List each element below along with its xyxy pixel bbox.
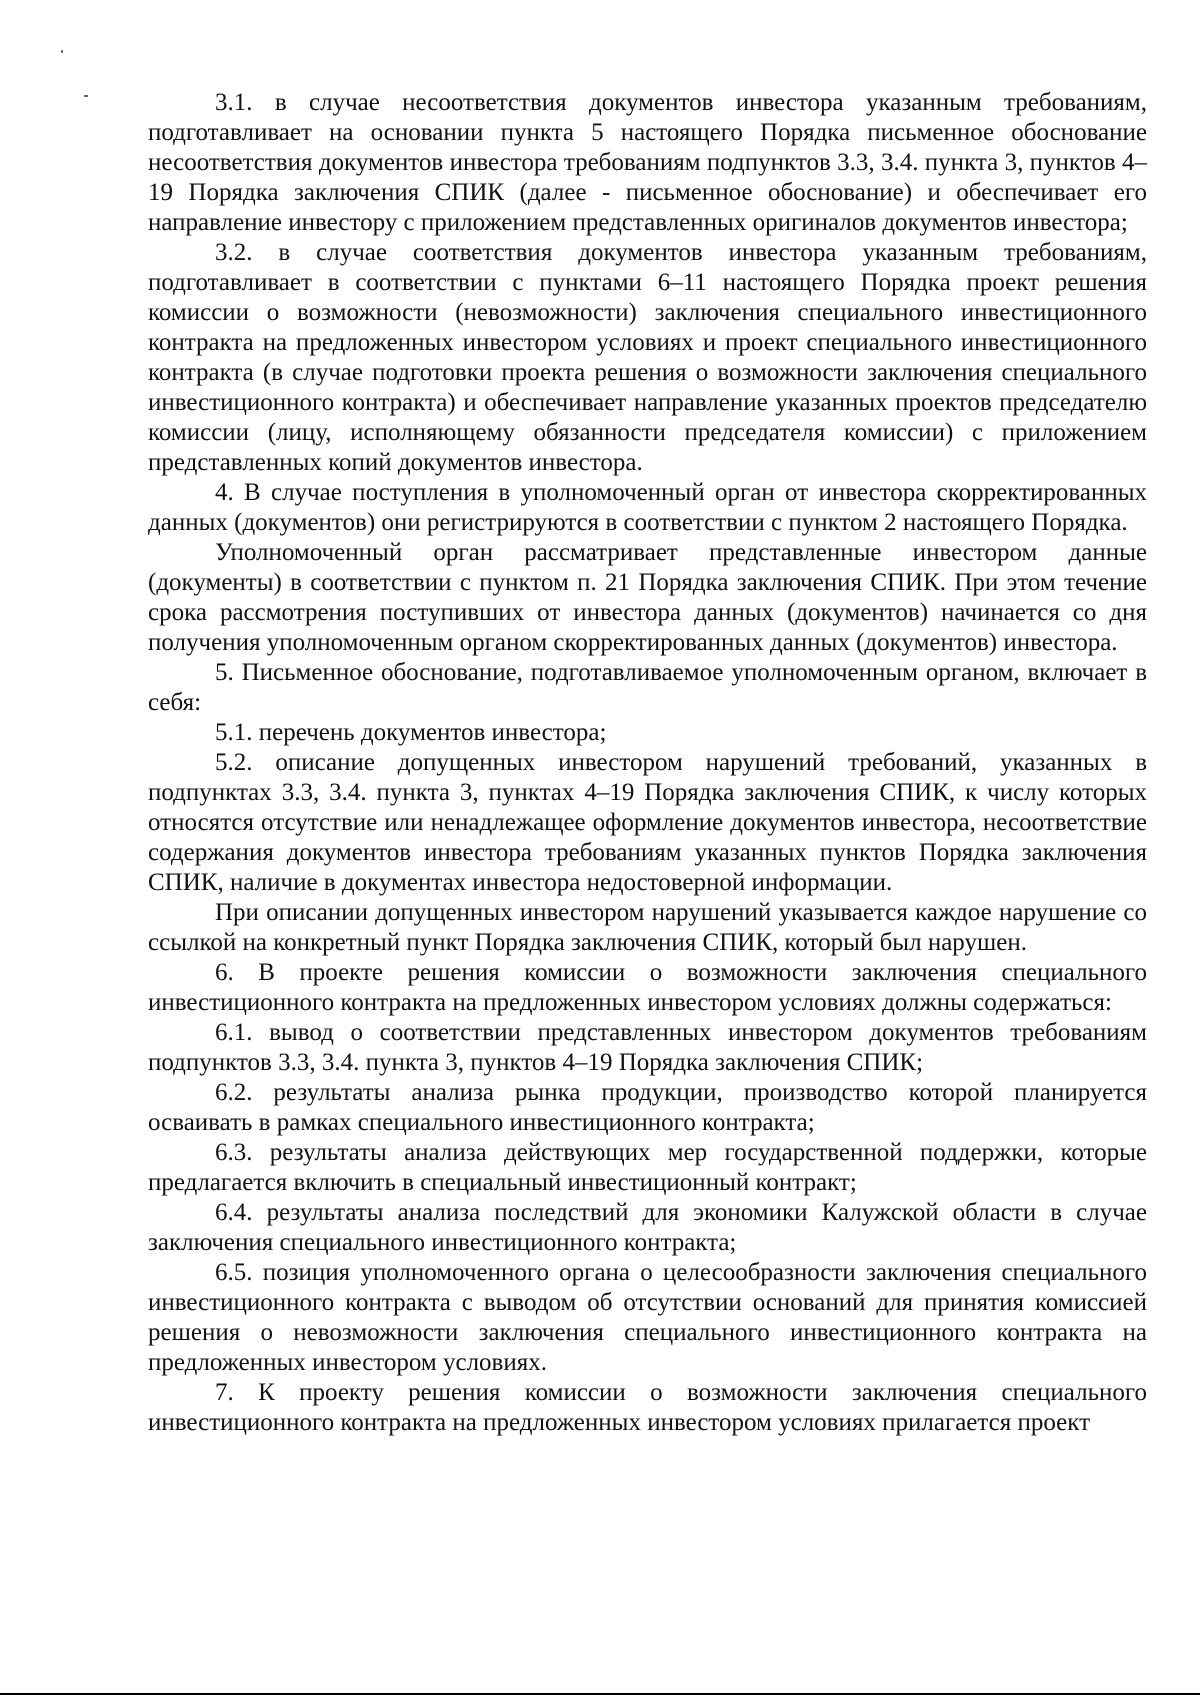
paragraph-6-5: 6.5. позиция уполномоченного органа о целесообразности заключения специального инвестиционного контракта с выводом об отсутствии оснований для принятия комиссией решения о невозможности заключения специального инвестиционного контракта на предложенных инвестором условиях.: [148, 1259, 1147, 1376]
paragraph-6: 6. В проекте решения комиссии о возможности заключения специального инвестиционного контракта на предложенных инвестором условиях должны содержаться:: [148, 959, 1147, 1016]
paragraph-3-2: 3.2. в случае соответствия документов инвестора указанным требованиям, подготавливает в соответствии с пунктами 6–11 настоящего Порядка проект решения комиссии о возможности (невозможности) заключения специального инвестиционного контракта на предложенных инвестором условиях и проект специального инвестиционного контракта (в случае подготовки проекта решения о возможности заключения специального инвестиционного контракта) и обеспечивает направление указанных проектов председателю комиссии (лицу, исполняющему обязанности председателя комиссии) с приложением представленных копий документов инвестора.: [148, 239, 1147, 476]
paragraph-5-2: 5.2. описание допущенных инвестором нарушений требований, указанных в подпунктах 3.3, 3.4. пункта 3, пунктах 4–19 Порядка заключения СПИК, к числу которых относятся отсутствие или ненадлежащее оформление документов инвестора, несоответствие содержания документов инвестора требованиям указанных пунктов Порядка заключения СПИК, наличие в документах инвестора недостоверной информации.: [148, 749, 1147, 896]
paragraph-5: 5. Письменное обоснование, подготавливаемое уполномоченным органом, включает в себя:: [148, 659, 1147, 716]
paragraph-6-2: 6.2. результаты анализа рынка продукции, производство которой планируется осваивать в рамках специального инвестиционного контракта;: [148, 1079, 1147, 1136]
paragraph-3-1: 3.1. в случае несоответствия документов инвестора указанным требованиям, подготавливает на основании пункта 5 настоящего Порядка письменное обоснование несоответствия документов инвестора требованиям подпунктов 3.3, 3.4. пункта 3, пунктов 4–19 Порядка заключения СПИК (далее - письменное обоснование) и обеспечивает его направление инвестору с приложением представленных оригиналов документов инвестора;: [148, 89, 1147, 236]
paragraph-7: 7. К проекту решения комиссии о возможности заключения специального инвестиционного контракта на предложенных инвестором условиях прилагается проект: [148, 1379, 1147, 1436]
document-body: [148, 88, 1147, 1438]
scan-bottom-edge: [0, 1693, 1200, 1695]
paragraph-6-4: 6.4. результаты анализа последствий для экономики Калужской области в случае заключения специального инвестиционного контракта;: [148, 1199, 1147, 1256]
paragraph-6-3: 6.3. результаты анализа действующих мер государственной поддержки, которые предлагается включить в специальный инвестиционный контракт;: [148, 1139, 1147, 1196]
paragraph-5-note: При описании допущенных инвестором нарушений указывается каждое нарушение со ссылкой на конкретный пункт Порядка заключения СПИК, который был нарушен.: [148, 899, 1147, 956]
paragraph-5-1: 5.1. перечень документов инвестора;: [215, 719, 607, 746]
scan-speck: [84, 95, 88, 97]
paragraph-6-1: 6.1. вывод о соответствии представленных инвестором документов требованиям подпунктов 3.3, 3.4. пункта 3, пунктов 4–19 Порядка заключения СПИК;: [148, 1019, 1147, 1076]
paragraph-4: 4. В случае поступления в уполномоченный орган от инвестора скорректированных данных (документов) они регистрируются в соответствии с пунктом 2 настоящего Порядка.: [148, 479, 1147, 536]
paragraph-4-continued: Уполномоченный орган рассматривает представленные инвестором данные (документы) в соответствии с пунктом п. 21 Порядка заключения СПИК. При этом течение срока рассмотрения поступивших от инвестора данных (документов) начинается со дня получения уполномоченным органом скорректированных данных (документов) инвестора.: [148, 539, 1147, 656]
scan-speck: [61, 50, 63, 53]
